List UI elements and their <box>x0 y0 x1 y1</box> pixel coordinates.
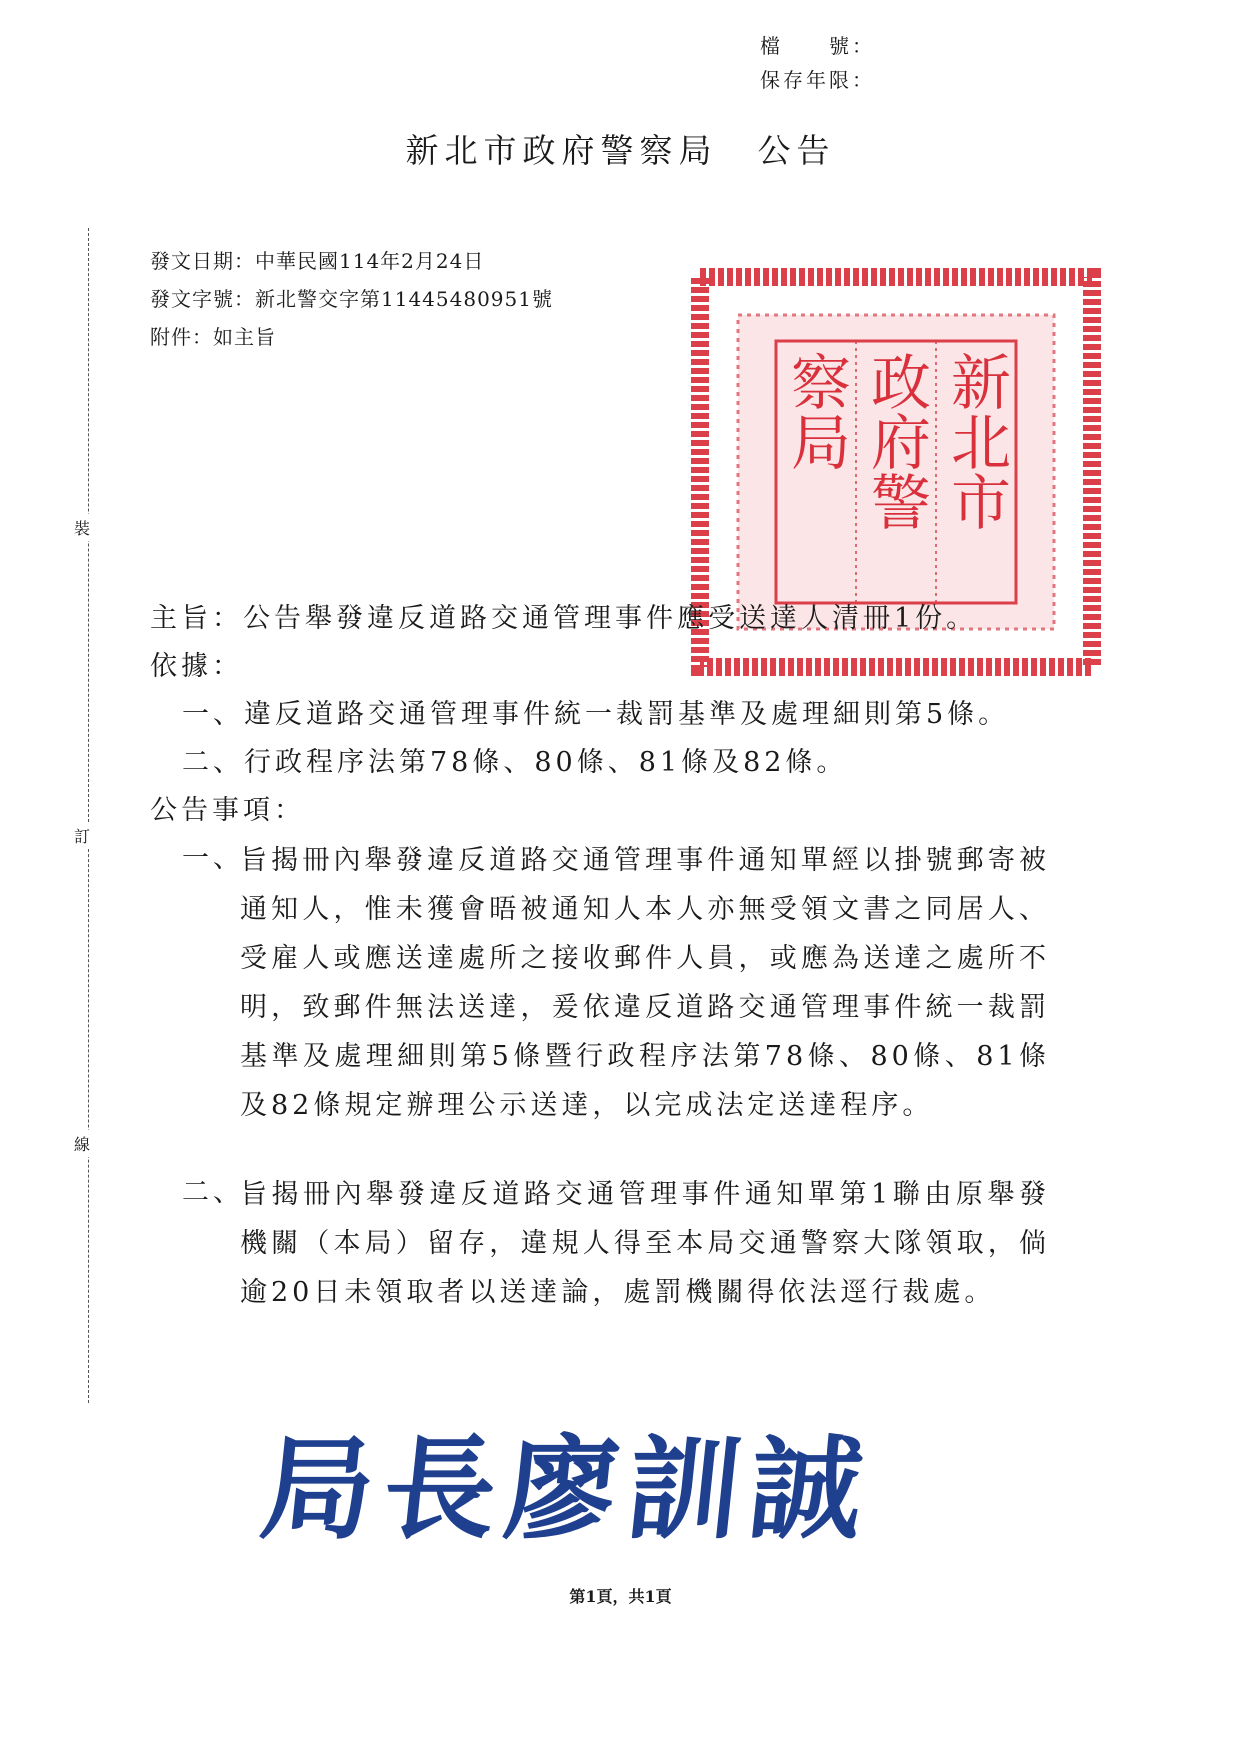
seal-text-col-2: 政府警 <box>861 351 931 531</box>
issue-number: 發文字號：新北警交字第11445480951號 <box>150 287 553 311</box>
signature-text: 局長廖訓誠 <box>255 1424 879 1555</box>
subject: 主旨：公告舉發違反道路交通管理事件應受送達人清冊1份。 <box>150 603 978 634</box>
notice-item-number: 一、 <box>182 843 244 874</box>
retention-period-label: 保存年限： <box>760 68 875 92</box>
notice-item-text: 旨揭冊內舉發違反道路交通管理事件通知單經以掛號郵寄被通知人，惟未獲會晤被通知人本人亦無受領文書之同居人、受雇人或應送達處所之接收郵件人員，或應為送達之處所不明，致郵件無法送達，爰依違反道路交通管理事件統一裁罰基準及處理細則第5條暨行政程序法第78條、80條、81條及82條規定辦理公示送達，以完成法定送達程序。 <box>240 845 1050 1121</box>
director-signature <box>255 1420 942 1560</box>
agency-name: 新北市政府警察局 <box>405 131 718 170</box>
basis-heading: 依據： <box>150 651 243 682</box>
binding-mark-ding: 訂 <box>74 822 90 849</box>
document-type: 公告 <box>757 131 836 170</box>
seal-text-col-1: 新北市 <box>941 351 1011 531</box>
seal-text-col-3: 察局 <box>781 351 851 471</box>
basis-item: 二、行政程序法第78條、80條、81條及82條。 <box>182 747 848 778</box>
seal-text <box>781 351 1011 595</box>
binding-line <box>88 228 89 1403</box>
basis-item: 一、違反道路交通管理事件統一裁罰基準及處理細則第5條。 <box>182 699 1010 730</box>
attachment: 附件：如主旨 <box>150 325 276 349</box>
notice-item-number: 二、 <box>182 1177 244 1208</box>
notice-item-text: 旨揭冊內舉發違反道路交通管理事件通知單第1聯由原舉發機關（本局）留存，違規人得至本局交通警察大隊領取，倘逾20日未領取者以送達論，處罰機關得依法逕行裁處。 <box>240 1179 1050 1308</box>
issue-date: 發文日期：中華民國114年2月24日 <box>150 249 485 273</box>
notice-heading: 公告事項： <box>150 795 305 826</box>
file-number-label: 檔 號： <box>760 34 875 58</box>
page-title <box>0 125 1241 172</box>
binding-mark-zhuang: 裝 <box>74 514 90 541</box>
page-number: 第1頁，共1頁 <box>569 1587 672 1606</box>
binding-mark-xian: 線 <box>74 1130 90 1157</box>
